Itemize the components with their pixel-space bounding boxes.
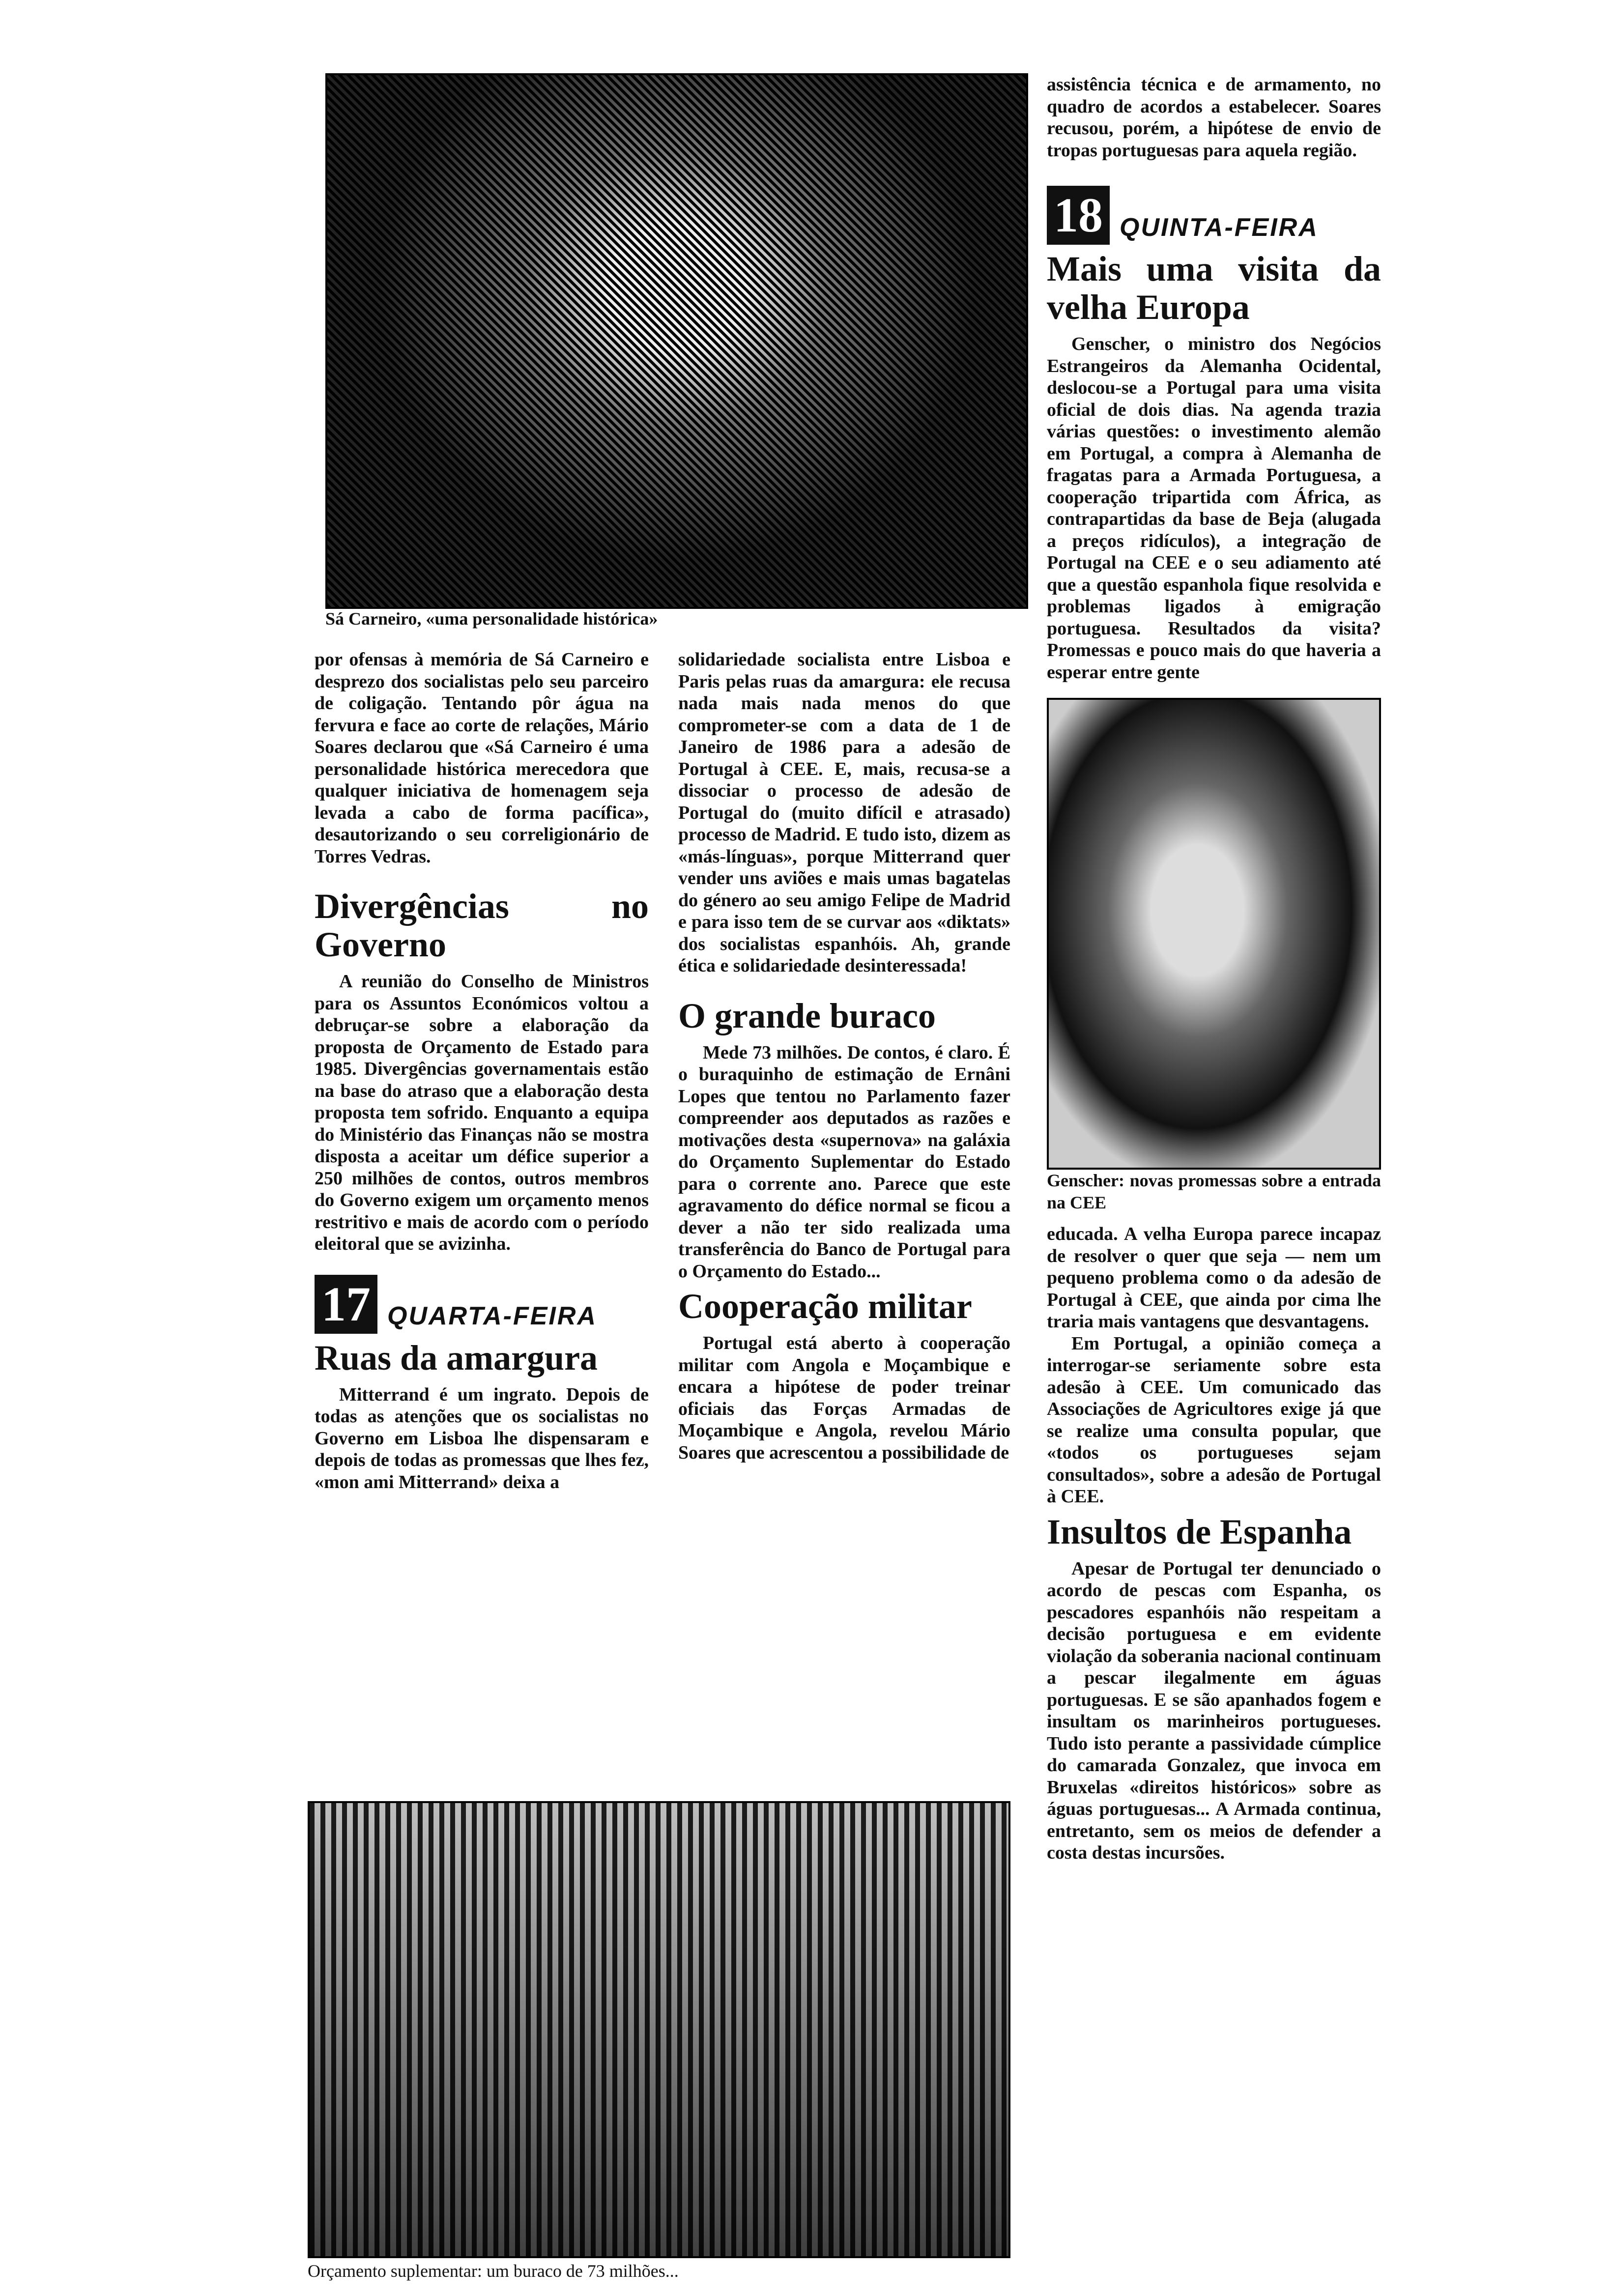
article-paragraph: Genscher, o ministro dos Negócios Estrangeiros da Alemanha Ocidental, deslocou-se a Portugal para uma visita oficial de dois dias. Na agenda trazia várias questões: o investimento alemão em Portugal, a compra à Alemanha de fragatas para a Armada Portuguesa, a cooperação tripartida com África, as contrapartidas da base de Beja (alugada a preços ridículos), a integração de Portugal na CEE e o seu adiamento até que a questão espanhola fique resolvida e problemas ligados à emigração portuguesa. Resultados da visita? Promessas e pouco mais do que haveria a esperar entre gente — [1047, 334, 1381, 683]
article-paragraph: solidariedade socialista entre Lisboa e Paris pelas ruas da amargura: ele recusa nada mais nada menos do que comprometer-se com a data de 1 de Janeiro de 1986 para a adesão de Portugal à CEE. E, mais, recusa-se a dissociar o processo de adesão de Portugal do (muito difícil e atrasado) processo de Madrid. E tudo isto, dizem as «más-línguas», porque Mitterrand quer vender uns aviões e mais umas bagatelas do género ao seu amigo Felipe de Madrid e para isso tem de se curvar aos «diktats» dos socialistas espanhóis. Ah, grande ética e solidariedade desinteressada! — [678, 649, 1010, 976]
article-paragraph: Portugal está aberto à cooperação militar com Angola e Moçambique e encara a hipótese de poder treinar oficiais das Forças Armadas de Moçambique e Angola, revelou Mário Soares que acrescentou a possibilidade de — [678, 1333, 1010, 1463]
headline-grande-buraco: O grande buraco — [678, 996, 936, 1035]
article-paragraph: Mitterrand é um ingrato. Depois de todas as atenções que os socialistas no Governo em Lisboa lhe dispensaram e depois de todas as promessas que lhes fez, «mon ami Mitterrand» deixa a — [315, 1384, 649, 1492]
day-17-header — [315, 1275, 649, 1334]
headline-velha-europa: Mais uma visita da velha Europa — [1047, 249, 1381, 327]
photo-caption: Orçamento suplementar: um buraco de 73 milhões... — [308, 2261, 679, 2281]
photo-sa-carneiro — [325, 73, 1028, 609]
article-paragraph: A reunião do Conselho de Ministros para os Assuntos Económicos voltou a debruçar-se sobre a elaboração da proposta de Orçamento de Estado para 1985. Divergências governamentais estão na base do atraso que a elaboração desta proposta tem sofrido. Enquanto a equipa do Ministério das Finanças não se mostra disposta a aceitar um défice superior a 250 milhões de contos, outros membros do Governo exigem um orçamento menos restritivo e mais de acordo com o período eleitoral que se avizinha. — [315, 971, 649, 1254]
photo-genscher — [1047, 698, 1381, 1170]
article-paragraph: Apesar de Portugal ter denunciado o acordo de pescas com Espanha, os pescadores espanhóis não respeitam a decisão portuguesa e em evidente violação da soberania nacional continuam a pescar ilegalmente em águas portuguesas. E se são apanhados fogem e insultam os marinheiros portugueses. Tudo isto perante a passividade cúmplice do camarada Gonzalez, que invoca em Bruxelas «direitos históricos» sobre as águas portuguesas... A Armada continua, entretanto, sem os meios de defender a costa destas incursões. — [1047, 1558, 1381, 1863]
article-paragraph: assistência técnica e de armamento, no quadro de acordos a estabelecer. Soares recusou, porém, a hipótese de envio de tropas portuguesas para aquela região. — [1047, 74, 1381, 161]
photo-caption: Sá Carneiro, «uma personalidade histórica» — [325, 609, 658, 629]
article-paragraph: por ofensas à memória de Sá Carneiro e desprezo dos socialistas pelo seu parceiro de coligação. Tentando pôr água na fervura e face ao corte de relações, Mário Soares declarou que «Sá Carneiro é uma personalidade histórica merecedora que qualquer iniciativa de homenagem seja levada a cabo de forma pacífica», desautorizando o seu correligionário de Torres Vedras. — [315, 649, 649, 867]
day-18-header — [1047, 186, 1381, 245]
headline-cooperacao: Cooperação militar — [678, 1287, 972, 1326]
article-paragraph: Em Portugal, a opinião começa a interrogar-se seriamente sobre esta adesão à CEE. Um comunicado das Associações de Agricultores exige já que se realize uma consulta popular, que «todos os portugueses sejam consultados», sobre a adesão de Portugal à CEE. — [1047, 1333, 1381, 1507]
headline-insultos: Insultos de Espanha — [1047, 1512, 1352, 1551]
weekday-label: QUINTA-FEIRA — [1120, 213, 1319, 242]
headline-ruas: Ruas da amargura — [315, 1338, 598, 1378]
column-1 — [315, 649, 649, 1493]
article-paragraph: Mede 73 milhões. De contos, é claro. É o buraquinho de estimação de Ernâni Lopes que tentou no Parlamento fazer compreender aos deputados as razões e motivações desta «supernova» na galáxia do Orçamento Suplementar do Estado para o corrente ano. Parece que este agravamento do défice normal se ficou a dever a não ter sido realizada uma transferência do Banco de Portugal para o Orçamento do Estado... — [678, 1042, 1010, 1282]
column-3 — [1047, 74, 1381, 1864]
day-number: 17 — [315, 1275, 377, 1334]
headline-divergencias: Divergências no Governo — [315, 887, 649, 964]
article-paragraph: educada. A velha Europa parece incapaz de resolver o quer que seja — nem um pequeno problema como o da adesão de Portugal à CEE, que ainda por cima lhe traria mais vantagens que desvantagens. — [1047, 1224, 1381, 1332]
day-number: 18 — [1047, 186, 1110, 245]
photo-caption: Genscher: novas promessas sobre a entrada na CEE — [1047, 1171, 1381, 1212]
photo-parliament — [308, 1801, 1010, 2258]
column-2 — [678, 649, 1010, 1464]
weekday-label: QUARTA-FEIRA — [387, 1302, 597, 1331]
